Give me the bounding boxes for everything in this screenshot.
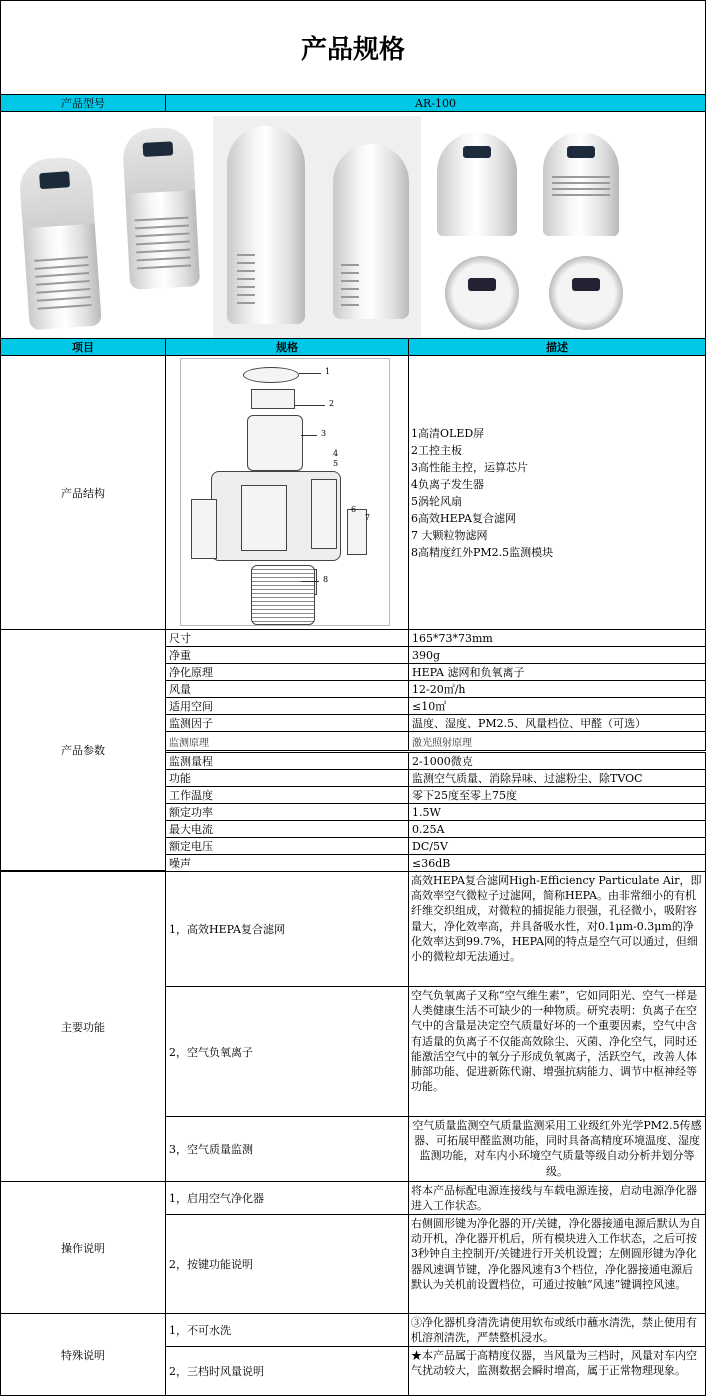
structure-item-1: 1高清OLED屏 xyxy=(411,426,485,440)
function-name-monitor: 3，空气质量监测 xyxy=(165,1116,409,1182)
model-value: AR-100 xyxy=(165,94,706,112)
function-name-hepa: 1，高效HEPA复合滤网 xyxy=(165,871,409,987)
special-desc-wash: ③净化器机身清洗请使用软布或纸巾蘸水清洗，禁止使用有机溶剂清洗，严禁整机浸水。 xyxy=(408,1313,706,1347)
diagram-num-2: 2 xyxy=(329,399,335,408)
product-photo-top-detail xyxy=(433,128,619,240)
function-name-ion: 2，空气负氧离子 xyxy=(165,986,409,1117)
param-val-temp: 零下25度至零上75度 xyxy=(408,786,706,804)
param-val-current: 0.25A xyxy=(408,820,706,838)
param-key-voltage: 额定电压 xyxy=(165,837,409,855)
exploded-diagram xyxy=(180,358,390,626)
product-photos xyxy=(0,111,706,339)
diagram-num-5: 5 xyxy=(333,459,339,468)
param-key-airflow: 风量 xyxy=(165,680,409,698)
structure-item-8: 8高精度红外PM2.5监测模块 xyxy=(411,545,554,559)
structure-item-6: 6高效HEPA复合滤网 xyxy=(411,511,516,525)
operation-name-start: 1，启用空气净化器 xyxy=(165,1181,409,1215)
param-key-size: 尺寸 xyxy=(165,629,409,647)
product-photo-side xyxy=(213,116,421,338)
operation-desc-start: 将本产品标配电源连接线与车载电源连接，启动电源净化器进入工作状态。 xyxy=(408,1181,706,1215)
param-val-range: 2-1000微克 xyxy=(408,752,706,770)
operation-label: 操作说明 xyxy=(0,1181,166,1314)
header-desc: 描述 xyxy=(408,338,706,356)
product-photo-angled xyxy=(6,120,206,336)
special-label: 特殊说明 xyxy=(0,1313,166,1396)
diagram-num-6: 6 xyxy=(351,505,357,514)
param-val-airflow: 12-20㎡/h xyxy=(408,680,706,698)
param-key-current: 最大电流 xyxy=(165,820,409,838)
structure-item-2: 2工控主板 xyxy=(411,443,462,457)
param-val-power: 1.5W xyxy=(408,803,706,821)
structure-item-5: 5涡轮风扇 xyxy=(411,494,462,508)
param-key-range: 监测量程 xyxy=(165,752,409,770)
param-key-power: 额定功率 xyxy=(165,803,409,821)
diagram-num-1: 1 xyxy=(325,367,331,376)
structure-item-3: 3高性能主控，运算芯片 xyxy=(411,460,528,474)
param-val-voltage: DC/5V xyxy=(408,837,706,855)
functions-label: 主要功能 xyxy=(0,871,166,1182)
operation-desc-keys: 右侧圆形键为净化器的开/关键，净化器接通电源后默认为自动开机，净化器开机后，所有模块进入工作状态，之后可按3秒钟自主控制开/关键进行开关机设置；左侧圆形键为净化器风速调节键，净化器风速有3个档位，净化器接通电源后默认为关机前设置档位，可通过按触“风速”键调控风速。 xyxy=(408,1214,706,1314)
special-name-wash: 1，不可水洗 xyxy=(165,1313,409,1347)
structure-label: 产品结构 xyxy=(0,355,166,630)
param-key-temp: 工作温度 xyxy=(165,786,409,804)
diagram-num-4: 4 xyxy=(333,449,339,458)
param-val-factors: 温度、湿度、PM2.5、风量档位、甲醛（可选） xyxy=(408,714,706,732)
param-val-space: ≤10㎡ xyxy=(408,697,706,715)
param-val-weight: 390g xyxy=(408,646,706,664)
diagram-num-3: 3 xyxy=(321,429,327,438)
param-key-noise: 噪声 xyxy=(165,854,409,872)
function-desc-ion: 空气负氧离子又称“空气维生素”，它如同阳光、空气一样是人类健康生活不可缺少的一种物质。研究表明：负离子在空气中的含量是决定空气质量好坏的一个重要因素，空气中含有适量的负离子不仅能高效除尘、灭菌、净化空气，同时还能激活空气中的氧分子形成负氧离子，活跃空气，改善人体肺部功能、促进新陈代谢、增强抗病能力、调节中枢神经等功能。 xyxy=(408,986,706,1117)
param-val-principle: HEPA 滤网和负氧离子 xyxy=(408,663,706,681)
param-key-space: 适用空间 xyxy=(165,697,409,715)
operation-name-keys: 2，按键功能说明 xyxy=(165,1214,409,1314)
param-val-noise: ≤36dB xyxy=(408,854,706,872)
special-desc-airflow: ★本产品属于高精度仪器，当风量为三档时，风量对车内空气扰动较大，监测数据会瞬时增高，属于正常物理现象。 xyxy=(408,1346,706,1396)
page-title: 产品规格 xyxy=(0,0,706,95)
diagram-num-7: 7 xyxy=(365,513,371,522)
function-desc-monitor: 空气质量监测空气质量监测采用工业级红外光学PM2.5传感器、可拓展甲醛监测功能，同时具备高精度环境温度、湿度监测功能，对车内小环境空气质量等级自动分析并划分等级。 xyxy=(408,1116,706,1182)
params-label: 产品参数 xyxy=(0,629,166,871)
structure-desc-cell xyxy=(408,355,706,630)
param-val-size: 165*73*73mm xyxy=(408,629,706,647)
param-key-weight: 净重 xyxy=(165,646,409,664)
model-label: 产品型号 xyxy=(0,94,166,112)
function-desc-hepa: 高效HEPA复合滤网High-Efficiency Particulate Air，即高效率空气微粒子过滤网，简称HEPA。由非常细小的有机纤维交织组成，对微粒的捕捉能力很强，孔径微小，吸附容量大，净化效率高，并具备吸水性，对0.1μm-0.3μm的净化效率达到99.7%，HEPA网的特点是空气可以通过，但细小的微粒却无法通过。 xyxy=(408,871,706,987)
product-photo-top-rings xyxy=(437,252,623,336)
param-key-factors: 监测因子 xyxy=(165,714,409,732)
param-key-principle: 净化原理 xyxy=(165,663,409,681)
header-spec: 规格 xyxy=(165,338,409,356)
header-item: 项目 xyxy=(0,338,166,356)
param-key-function: 功能 xyxy=(165,769,409,787)
special-name-airflow: 2，三档时风量说明 xyxy=(165,1346,409,1396)
structure-diagram-cell xyxy=(165,355,409,630)
param-key-method: 监测原理 xyxy=(165,731,409,751)
diagram-num-8: 8 xyxy=(323,575,329,584)
param-val-function: 监测空气质量、消除异味、过滤粉尘、除TVOC xyxy=(408,769,706,787)
structure-item-7: 7 大颗粒物滤网 xyxy=(411,528,488,542)
structure-item-4: 4负离子发生器 xyxy=(411,477,484,491)
param-val-method: 激光照射原理 xyxy=(408,731,706,751)
